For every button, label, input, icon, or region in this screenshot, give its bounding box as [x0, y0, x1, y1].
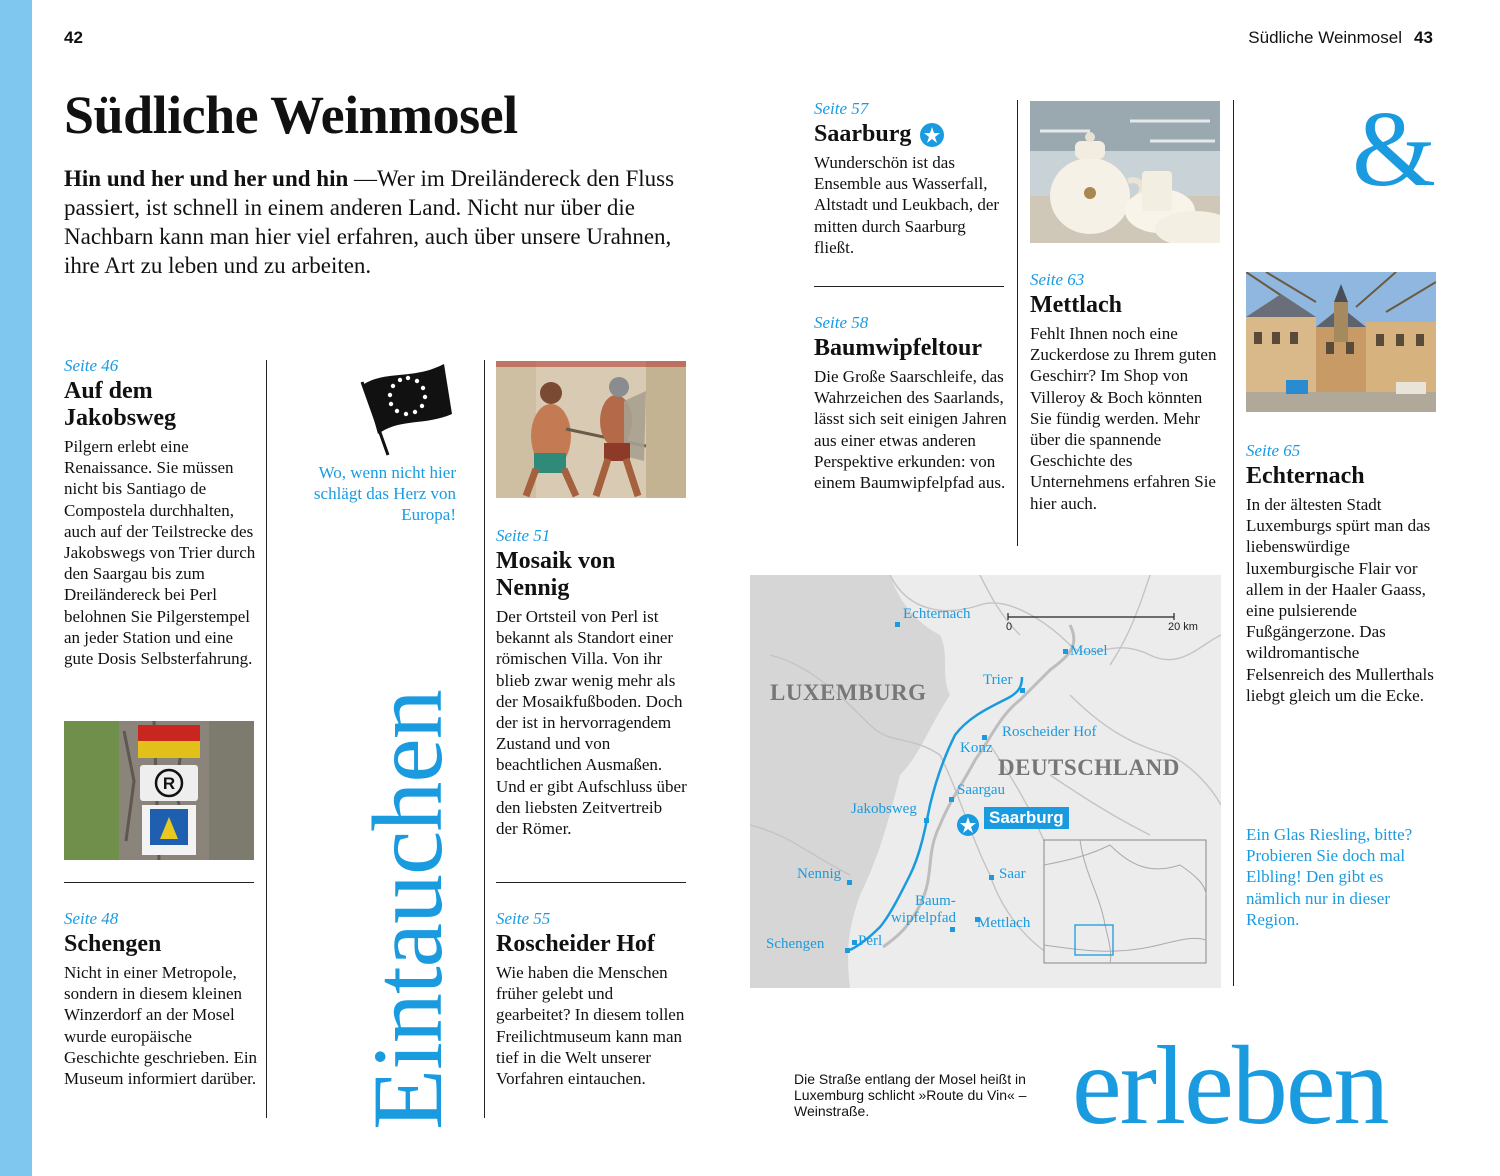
map-label-konz: Konz: [960, 740, 993, 756]
map-scale-distance: 20 km: [1168, 621, 1198, 633]
section-title-row: [814, 121, 1008, 148]
page-title: Südliche Weinmosel: [64, 85, 518, 145]
decor-erleben: erleben: [1072, 1024, 1388, 1148]
section-body: Nicht in einer Metropole, sondern in diesem kleinen Winzerdorf an der Mosel wurde europäische Geschichte geschrieben. Ein Museum informiert darüber.: [64, 963, 258, 1089]
section-title: Saarburg: [814, 121, 912, 147]
map-label-saargau: Saargau: [957, 782, 1006, 798]
page-ref: Seite 63: [1030, 270, 1085, 289]
column-rule: [266, 360, 267, 1118]
page-number-right: 43: [1414, 28, 1433, 47]
eu-flag-illustration: [358, 360, 454, 458]
section-title: Auf dem Jakobsweg: [64, 378, 177, 431]
divider: [496, 882, 686, 883]
page-ref: Seite 55: [496, 909, 551, 928]
map-label-nennig: Nennig: [797, 866, 842, 882]
section-body: Wunderschön ist das Ensemble aus Wasserfall, Altstadt und Leukbach, der mitten durch Saarburg fließt.: [814, 153, 1000, 257]
section-body: Die Große Saarschleife, das Wahrzeichen des Saarlands, lässt sich seit einigen Jahren aus einer etwas anderen Perspektive erkunden: von einem Baumwipfelpfad aus.: [814, 367, 1007, 493]
section-title: Baumwipfeltour: [814, 335, 982, 361]
map-label-baum1: Baum-: [915, 893, 956, 909]
region-map: [750, 575, 1221, 988]
section-echternach: [1246, 441, 1440, 706]
page-ref: Seite 65: [1246, 441, 1301, 460]
section-nennig: [496, 526, 688, 839]
map-country-luxemburg: LUXEMBURG: [770, 680, 927, 705]
page-ref: Seite 57: [814, 99, 869, 118]
section-body: Pilgern erlebt eine Renaissance. Sie müssen nicht bis Santiago de Compostela durchhalten, auch auf der Teilstrecke des Jakobswegs von Trier durch den Saargau bis zum Dreiländereck bei Perl belohnen Sie Pilgerstempel an jeder Station und eine gute Dosis Selbsterfahrung.: [64, 437, 256, 669]
echternach-photo: [1246, 272, 1436, 412]
section-title: Mettlach: [1030, 292, 1122, 318]
map-label-mettlach: Mettlach: [977, 915, 1031, 931]
decor-ampersand: &: [1352, 90, 1437, 209]
section-jakobsweg: [64, 356, 258, 669]
star-icon: [919, 122, 945, 148]
section-title: Roscheider Hof: [496, 931, 655, 957]
intro-text: —Wer im Dreiländereck den Fluss passiert, ist schnell in einem anderen Land. Nicht nur über die Nachbarn kann man hier viel erfahren, auch über unsere Urahnen, ihre Art zu leben und zu arbeiten.: [64, 166, 675, 278]
section-body: Fehlt Ihnen noch eine Zuckerdose zu Ihrem guten Geschirr? Im Shop von Villeroy & Boch könnten Sie fündig werden. Mehr über die spannende Geschichte des Unternehmens erfahren Sie hier auch.: [1030, 324, 1217, 513]
intro-paragraph: [64, 164, 704, 280]
quote-europa: Wo, wenn nicht hier schlägt das Herz von Europa!: [313, 463, 456, 525]
section-body: Der Ortsteil von Perl ist bekannt als Standort einer römischen Villa. Von ihr blieb zwar wenig mehr als der Mosaikfußboden. Doch der ist in hervorragendem Zustand und von beachtlichen Ausmaßen. Und er gibt Aufschluss über den liebsten Zeitvertreib der Römer.: [496, 607, 687, 839]
map-label-baum2: wipfelpfad: [891, 910, 956, 926]
page-ref: Seite 51: [496, 526, 551, 545]
map-label-jakobsweg: Jakobsweg: [851, 801, 917, 817]
map-country-deutschland: DEUTSCHLAND: [998, 755, 1180, 780]
section-saarburg: [814, 99, 1008, 258]
column-rule: [484, 360, 485, 1118]
map-label-mosel: Mosel: [1070, 643, 1108, 659]
page-ref: Seite 58: [814, 313, 869, 332]
section-title: Schengen: [64, 931, 162, 957]
map-label-saar: Saar: [999, 866, 1026, 882]
quote-riesling: Ein Glas Riesling, bitte? Probieren Sie doch mal Elbling! Den gibt es nämlich nur in dieser Region.: [1246, 825, 1413, 929]
column-rule: [1233, 100, 1234, 986]
divider: [814, 286, 1004, 287]
map-label-trier: Trier: [983, 672, 1013, 688]
porcelain-photo: [1030, 101, 1220, 243]
decor-eintauchen: Eintauchen: [352, 690, 463, 1130]
section-baumwipfel: [814, 313, 1008, 493]
map-scale-zero: 0: [1006, 621, 1013, 633]
page-ref: Seite 46: [64, 356, 119, 375]
running-head: [1248, 28, 1402, 48]
section-body: Wie haben die Menschen früher gelebt und gearbeitet? In diesem tollen Freilichtmuseum kann man tief in die Welt unserer Vorfahren eintauchen.: [496, 963, 685, 1089]
section-mettlach: [1030, 270, 1224, 514]
section-title: Mosaik von Nennig: [496, 548, 616, 601]
section-title: Echternach: [1246, 463, 1365, 489]
section-roscheider: [496, 909, 688, 1089]
page-number-left: 42: [64, 28, 83, 47]
map-label-roscheider: Roscheider Hof: [1002, 724, 1097, 740]
jakobsweg-sign-photo: [64, 721, 254, 860]
sign-letter: R: [162, 774, 176, 793]
section-body: In der ältesten Stadt Luxemburgs spürt man das liebenswürdige luxemburgische Flair vor allem in der Haaler Gaass, eine pulsierende Fußgängerzone. Das wildromantische Felsenreich des Mullerthals liebgt gleich um die Ecke.: [1246, 495, 1434, 705]
divider: [64, 882, 254, 883]
page-ref: Seite 48: [64, 909, 119, 928]
map-label-perl: Perl: [858, 933, 883, 949]
map-label-schengen: Schengen: [766, 936, 825, 952]
map-label-echternach: Echternach: [903, 606, 971, 622]
mosaic-photo: [496, 361, 686, 498]
running-head-title: Südliche Weinmosel: [1248, 28, 1402, 47]
section-schengen: [64, 909, 258, 1089]
intro-lead: Hin und her und her und hin: [64, 166, 349, 191]
column-rule: [1017, 100, 1018, 546]
page-edge-strip: [0, 0, 32, 1176]
map-caption: Die Straße entlang der Mosel heißt in Luxemburg schlicht »Route du Vin« – Weinstraße.: [794, 1071, 1027, 1119]
map-label-saarburg: Saarburg: [984, 807, 1069, 829]
